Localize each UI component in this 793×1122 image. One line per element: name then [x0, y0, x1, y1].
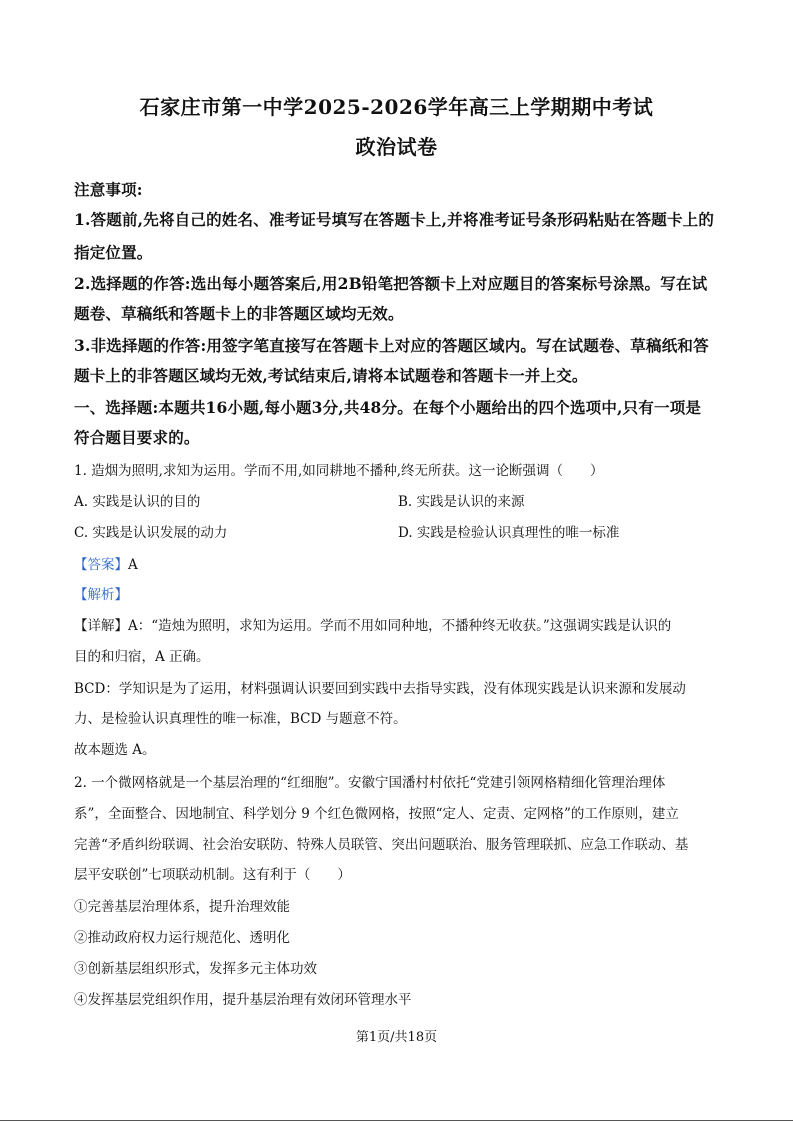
q1-detail-line-1: [74, 614, 734, 634]
notice-item-3-line-2: 题卡上的非答题区域均无效,考试结束后,请将本试题卷和答题卡一并上交。: [74, 366, 588, 385]
q1-detail-line-4: 力、是检验认识真理性的唯一标准，BCD 与题意不符。: [74, 711, 407, 727]
q1-option-d: D. 实践是检验认识真理性的唯一标准: [398, 525, 620, 541]
q2-stem-line-4: 层平安联创”七项联动机制。这有利于（ ）: [74, 867, 351, 883]
section-heading-line-1: 一、选择题:本题共16小题,每小题3分,共48分。在每个小题给出的四个选项中,只有一项是: [74, 398, 702, 417]
q2-item-3: ③创新基层组织形式，发挥多元主体功效: [74, 961, 317, 977]
q1-option-a: A. 实践是认识的目的: [74, 494, 201, 510]
answer-label: 【答案】: [74, 557, 128, 573]
detail-text: A：“造烛为照明，求知为运用。学而不用如同种地，不播种终无收获。”这强调实践是认识的: [128, 618, 672, 634]
notice-heading: 注意事项:: [74, 180, 143, 199]
section-heading-line-2: 符合题目要求的。: [74, 428, 200, 447]
q2-item-1: ①完善基层治理体系，提升治理效能: [74, 899, 290, 915]
q1-detail-line-5: 故本题选 A。: [74, 742, 156, 758]
detail-label: 【详解】: [74, 618, 128, 634]
exam-title: 石家庄市第一中学2025-2026学年高三上学期期中考试: [139, 95, 654, 119]
q1-option-b: B. 实践是认识的来源: [398, 494, 525, 510]
notice-item-1-line-1: 1.答题前,先将自己的姓名、准考证号填写在答题卡上,并将准考证号条形码粘贴在答题卡上的: [74, 210, 715, 229]
q1-detail-line-3: BCD：学知识是为了运用，材料强调认识要回到实践中去指导实践，没有体现实践是认识来源和发展动: [74, 681, 686, 697]
q2-stem-line-2: 系”，全面整合、因地制宜、科学划分 9 个红色微网格，按照“定人、定责、定网格”的工作原则，建立: [74, 806, 679, 822]
page-number: 第1页/共18页: [355, 1030, 438, 1045]
notice-item-2-line-1: 2.选择题的作答:选出每小题答案后,用2B铅笔把答额卡上对应题目的答案标号涂黑。写在试: [74, 274, 708, 293]
notice-item-1-line-2: 指定位置。: [74, 243, 153, 262]
q1-answer: [74, 553, 734, 573]
q2-stem-line-1: 2. 一个微网格就是一个基层治理的“红细胞”。安徽宁国潘村村依托“党建引领网格精细化管理治理体: [74, 775, 666, 791]
answer-value: A: [128, 557, 138, 573]
q1-detail-line-2: 目的和归宿，A 正确。: [74, 649, 210, 665]
notice-item-2-line-2: 题卷、草稿纸和答题卡上的非答题区域均无效。: [74, 304, 404, 323]
bottom-divider: [0, 1120, 793, 1121]
analysis-label: 【解析】: [74, 587, 128, 603]
exam-subtitle: 政治试卷: [355, 135, 438, 159]
q2-item-4: ④发挥基层党组织作用，提升基层治理有效闭环管理水平: [74, 992, 412, 1008]
notice-item-3-line-1: 3.非选择题的作答:用签字笔直接写在答题卡上对应的答题区域内。写在试题卷、草稿纸和答: [74, 336, 709, 355]
q2-item-2: ②推动政府权力运行规范化、透明化: [74, 930, 290, 946]
q1-stem: 1. 造烟为照明,求知为运用。学而不用,如同耕地不播种,终无所获。这一论断强调（ ）: [74, 463, 604, 479]
q2-stem-line-3: 完善“矛盾纠纷联调、社会治安联防、特殊人员联管、突出问题联治、服务管理联抓、应急工作联动、基: [74, 837, 689, 853]
q1-option-c: C. 实践是认识发展的动力: [74, 525, 228, 541]
